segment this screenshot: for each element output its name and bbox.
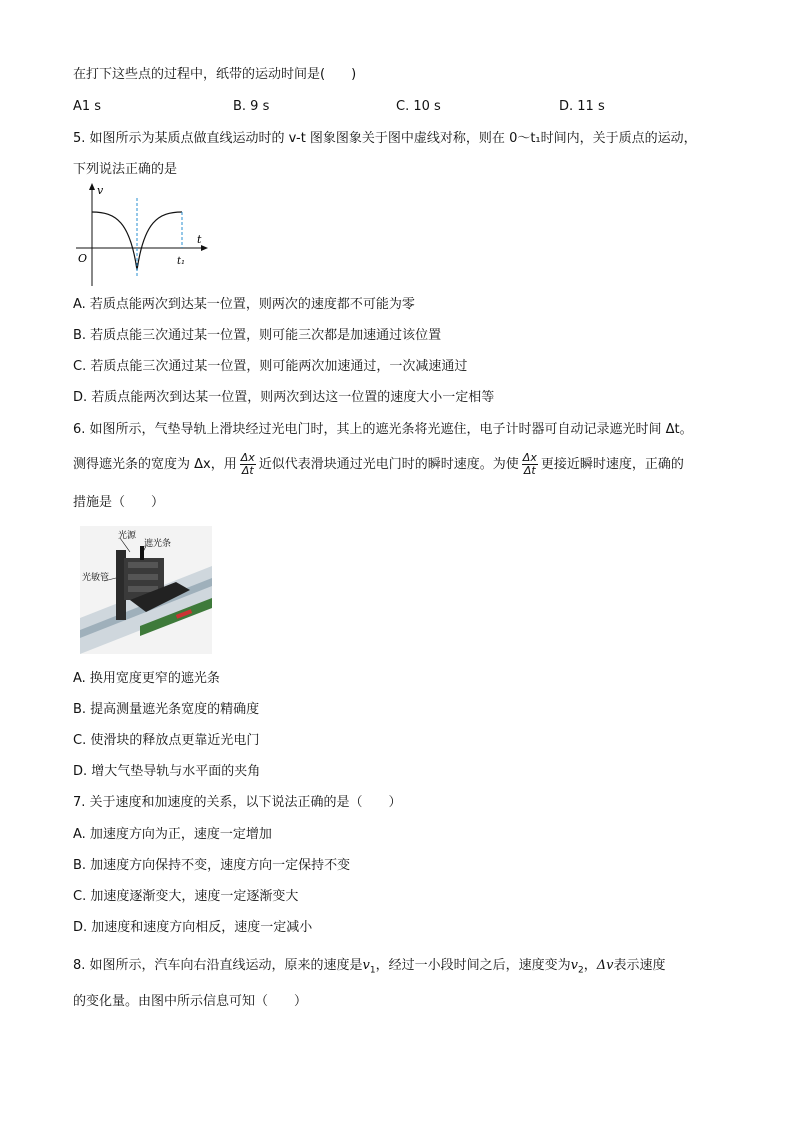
var-v1-subscript: 1 — [369, 965, 376, 976]
q5-option-d: D. 若质点能两次到达某一位置，则两次到达这一位置的速度大小一定相等 — [73, 390, 495, 405]
q6-line2-part-c: 更接近瞬时速度，正确的 — [540, 457, 684, 472]
fraction-numerator: Δx — [240, 451, 255, 464]
fraction-dx-dt-1 — [240, 452, 256, 477]
t1-tick-label: t₁ — [177, 256, 186, 267]
slider-bar-2 — [128, 574, 158, 580]
var-v2: v — [570, 958, 579, 973]
q6-stem-line1: 6. 如图所示，气垫导轨上滑块经过光电门时，其上的遮光条将光遮住，电子计时器可自动记录遮光时间 Δt。 — [73, 422, 693, 437]
q4-option-d: D. 11 s — [559, 99, 605, 114]
q4-option-c: C. 10 s — [396, 99, 441, 114]
q5-option-a: A. 若质点能两次到达某一位置，则两次的速度都不可能为零 — [73, 297, 415, 312]
label-photo-sensor: 光敏管 — [82, 573, 110, 583]
q8-line1-part-c: ， — [583, 958, 597, 973]
slider-bar-1 — [128, 562, 158, 568]
q4-option-a: A1 s — [73, 99, 102, 114]
fraction-denominator: Δt — [241, 464, 254, 477]
q6-line2-part-b: 近似代表滑块通过光电门时的瞬时速度。为使 — [258, 457, 519, 472]
fraction-dx-dt-2 — [522, 452, 538, 477]
origin-label: O — [78, 252, 88, 265]
fraction-numerator: Δx — [522, 451, 537, 464]
q6-option-a: A. 换用宽度更窄的遮光条 — [73, 671, 220, 686]
q7-option-c: C. 加速度逐渐变大，速度一定逐渐变大 — [73, 889, 299, 904]
t-axis-label: t — [197, 233, 202, 246]
q8-line1-part-b: ，经过一小段时间之后，速度变为 — [375, 958, 571, 973]
var-delta-v: Δv — [596, 958, 614, 973]
q6-option-b: B. 提高测量遮光条宽度的精确度 — [73, 702, 260, 717]
vt-graph — [72, 180, 212, 290]
label-light-source: 光源 — [118, 531, 137, 541]
q7-option-b: B. 加速度方向保持不变，速度方向一定保持不变 — [73, 858, 351, 873]
v-axis-label: v — [97, 184, 104, 197]
q6-option-c: C. 使滑块的释放点更靠近光电门 — [73, 733, 260, 748]
q4-options — [73, 99, 633, 117]
q5-stem-line2: 下列说法正确的是 — [73, 162, 178, 177]
q6-stem-line2 — [73, 450, 684, 480]
var-v2-subscript: 2 — [578, 965, 584, 976]
q5-stem-line1: 5. 如图所示为某质点做直线运动时的 v-t 图象图象关于图中虚线对称，则在 0～t₁时间内，关于质点的运动， — [73, 131, 697, 146]
q5-option-c: C. 若质点能三次通过某一位置，则可能两次加速通过，一次减速通过 — [73, 359, 468, 374]
q6-stem-line3: 措施是（ ） — [73, 495, 165, 510]
q7-option-d: D. 加速度和速度方向相反，速度一定减小 — [73, 920, 313, 935]
fraction-denominator: Δt — [523, 464, 536, 477]
q5-option-b: B. 若质点能三次通过某一位置，则可能三次都是加速通过该位置 — [73, 328, 442, 343]
q8-stem-line1 — [73, 957, 666, 980]
air-track-photo — [80, 526, 212, 654]
t-axis-arrow-icon — [201, 245, 208, 251]
q8-stem-line2: 的变化量。由图中所示信息可知（ ） — [73, 994, 308, 1009]
q7-stem: 7. 关于速度和加速度的关系，以下说法正确的是（ ） — [73, 795, 402, 810]
q4-option-b: B. 9 s — [233, 99, 270, 114]
var-v1: v — [362, 958, 370, 973]
q8-line1-part-d: 表示速度 — [613, 958, 666, 973]
q7-option-a: A. 加速度方向为正，速度一定增加 — [73, 827, 272, 842]
label-light-strip: 遮光条 — [144, 539, 172, 549]
q8-line1-part-a: 8. 如图所示，汽车向右沿直线运动，原来的速度是 — [73, 958, 363, 973]
v-axis-arrow-icon — [89, 183, 95, 190]
q6-option-d: D. 增大气垫导轨与水平面的夹角 — [73, 764, 261, 779]
q4-stem: 在打下这些点的过程中，纸带的运动时间是( ) — [73, 67, 357, 82]
q6-line2-part-a: 测得遮光条的宽度为 Δx，用 — [73, 457, 237, 472]
